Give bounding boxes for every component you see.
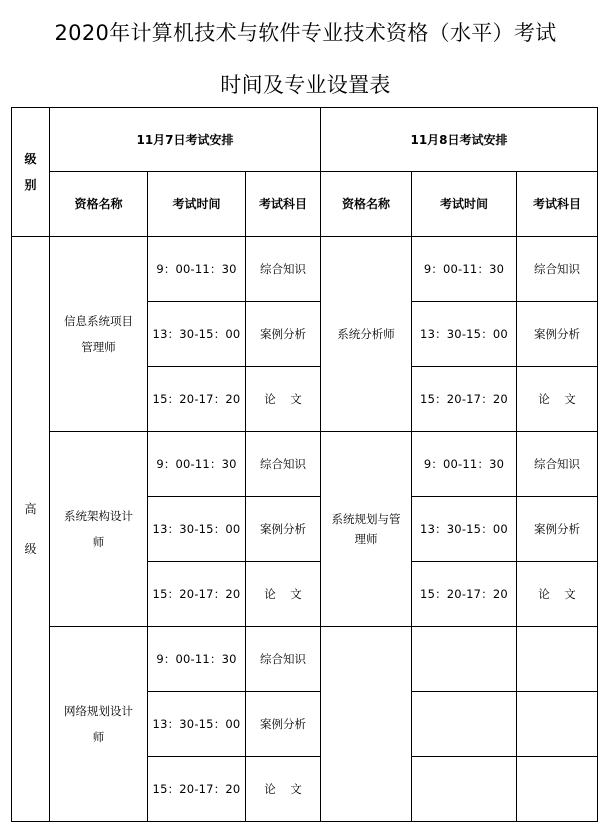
qualification-name-line: 网络规划设计 xyxy=(64,704,133,718)
exam-subject: 综合知识 xyxy=(246,237,321,302)
qualification-name-line: 师 xyxy=(92,730,105,744)
exam-subject: 论 文 xyxy=(246,367,321,432)
exam-subject: 案例分析 xyxy=(517,302,598,367)
empty-cell xyxy=(517,627,598,692)
qualification-name-line: 管理师 xyxy=(81,340,116,354)
qualification-name xyxy=(321,432,412,627)
qualification-name-line: 师 xyxy=(92,535,105,549)
empty-cell xyxy=(517,757,598,822)
qualification-name-line: 系统规划与管 xyxy=(331,512,401,526)
day1-col-time: 考试时间 xyxy=(148,172,246,237)
exam-time: 9：00-11：30 xyxy=(412,237,517,302)
qualification-name-line: 理师 xyxy=(354,532,378,546)
day1-col-name: 资格名称 xyxy=(50,172,148,237)
exam-time: 13：30-15：00 xyxy=(148,302,246,367)
exam-time: 9：00-11：30 xyxy=(148,627,246,692)
level-char: 级 xyxy=(24,542,37,556)
empty-cell xyxy=(321,627,412,822)
exam-time: 9：00-11：30 xyxy=(148,432,246,497)
exam-subject: 论 文 xyxy=(517,367,598,432)
table-row xyxy=(12,237,598,302)
exam-time: 15：20-17：20 xyxy=(148,562,246,627)
empty-cell xyxy=(412,627,517,692)
level-cell xyxy=(12,237,50,822)
level-header-char: 级 xyxy=(24,152,37,166)
qualification-name xyxy=(50,432,148,627)
exam-time: 15：20-17：20 xyxy=(148,757,246,822)
day1-header: 11月7日考试安排 xyxy=(50,108,321,172)
exam-time: 13：30-15：00 xyxy=(148,692,246,757)
exam-subject: 案例分析 xyxy=(246,692,321,757)
exam-time: 9：00-11：30 xyxy=(412,432,517,497)
exam-subject: 论 文 xyxy=(517,562,598,627)
exam-subject: 综合知识 xyxy=(246,627,321,692)
exam-time: 15：20-17：20 xyxy=(148,367,246,432)
level-header xyxy=(12,108,50,237)
exam-time: 15：20-17：20 xyxy=(412,562,517,627)
level-header-char: 别 xyxy=(24,178,37,192)
empty-cell xyxy=(412,757,517,822)
day2-header: 11月8日考试安排 xyxy=(321,108,598,172)
qualification-name-line: 系统架构设计 xyxy=(64,509,133,523)
exam-time: 13：30-15：00 xyxy=(148,497,246,562)
exam-subject: 论 文 xyxy=(246,757,321,822)
exam-time: 13：30-15：00 xyxy=(412,302,517,367)
exam-subject: 案例分析 xyxy=(517,497,598,562)
exam-subject: 综合知识 xyxy=(517,432,598,497)
day2-col-time: 考试时间 xyxy=(412,172,517,237)
exam-subject: 综合知识 xyxy=(517,237,598,302)
qualification-name xyxy=(50,627,148,822)
qualification-name xyxy=(321,237,412,432)
table-row xyxy=(12,627,598,692)
empty-cell xyxy=(517,692,598,757)
exam-subject: 案例分析 xyxy=(246,302,321,367)
exam-subject: 论 文 xyxy=(246,562,321,627)
empty-cell xyxy=(412,692,517,757)
exam-time: 15：20-17：20 xyxy=(412,367,517,432)
page-title: 2020年计算机技术与软件专业技术资格（水平）考试 xyxy=(54,21,557,45)
day2-col-subject: 考试科目 xyxy=(517,172,598,237)
qualification-name xyxy=(50,237,148,432)
page-subtitle: 时间及专业设置表 xyxy=(220,73,391,97)
exam-schedule-table xyxy=(11,107,598,822)
exam-time: 9：00-11：30 xyxy=(148,237,246,302)
qualification-name-line: 系统分析师 xyxy=(337,327,395,341)
exam-time: 13：30-15：00 xyxy=(412,497,517,562)
exam-subject: 案例分析 xyxy=(246,497,321,562)
table-row xyxy=(12,432,598,497)
day2-col-name: 资格名称 xyxy=(321,172,412,237)
qualification-name-line: 信息系统项目 xyxy=(64,314,133,328)
exam-subject: 综合知识 xyxy=(246,432,321,497)
level-char: 高 xyxy=(24,502,37,516)
day1-col-subject: 考试科目 xyxy=(246,172,321,237)
